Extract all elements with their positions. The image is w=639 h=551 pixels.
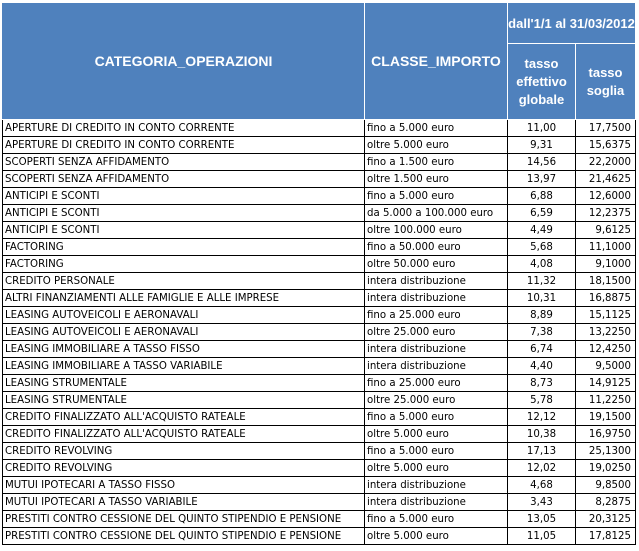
classe-importo-cell: oltre 5.000 euro	[365, 137, 508, 154]
tasso-soglia-cell: 12,2375	[576, 205, 636, 222]
table-row	[3, 171, 636, 188]
tasso-effettivo-cell: 11,00	[508, 120, 576, 137]
classe-importo-cell: oltre 50.000 euro	[365, 256, 508, 273]
categoria-cell: LEASING STRUMENTALE	[3, 392, 365, 409]
tasso-effettivo-cell: 12,12	[508, 409, 576, 426]
table-row	[3, 307, 636, 324]
tasso-soglia-cell: 15,1125	[576, 307, 636, 324]
tasso-effettivo-cell: 10,31	[508, 290, 576, 307]
tasso-effettivo-cell: 11,05	[508, 528, 576, 545]
categoria-cell: LEASING IMMOBILIARE A TASSO VARIABILE	[3, 358, 365, 375]
tasso-soglia-cell: 13,2250	[576, 324, 636, 341]
usury-rates-table	[2, 2, 636, 545]
tasso-effettivo-cell: 8,89	[508, 307, 576, 324]
table-row	[3, 494, 636, 511]
tasso-soglia-cell: 19,1500	[576, 409, 636, 426]
tasso-soglia-cell: 9,1000	[576, 256, 636, 273]
tasso-effettivo-cell: 8,73	[508, 375, 576, 392]
categoria-cell: ANTICIPI E SCONTI	[3, 222, 365, 239]
tasso-soglia-cell: 11,1000	[576, 239, 636, 256]
classe-importo-cell: intera distribuzione	[365, 273, 508, 290]
categoria-cell: FACTORING	[3, 256, 365, 273]
tasso-effettivo-cell: 12,02	[508, 460, 576, 477]
tasso-soglia-cell: 12,4250	[576, 341, 636, 358]
categoria-cell: CREDITO FINALIZZATO ALL'ACQUISTO RATEALE	[3, 409, 365, 426]
categoria-cell: APERTURE DI CREDITO IN CONTO CORRENTE	[3, 120, 365, 137]
categoria-cell: SCOPERTI SENZA AFFIDAMENTO	[3, 171, 365, 188]
categoria-cell: MUTUI IPOTECARI A TASSO VARIABILE	[3, 494, 365, 511]
categoria-cell: LEASING AUTOVEICOLI E AERONAVALI	[3, 324, 365, 341]
table-header	[3, 3, 636, 120]
header-classe-importo: CLASSE_IMPORTO	[365, 3, 508, 120]
classe-importo-cell: fino a 5.000 euro	[365, 511, 508, 528]
classe-importo-cell: fino a 5.000 euro	[365, 120, 508, 137]
tasso-effettivo-cell: 5,68	[508, 239, 576, 256]
tasso-soglia-cell: 17,8125	[576, 528, 636, 545]
tasso-effettivo-cell: 4,40	[508, 358, 576, 375]
categoria-cell: APERTURE DI CREDITO IN CONTO CORRENTE	[3, 137, 365, 154]
categoria-cell: CREDITO REVOLVING	[3, 460, 365, 477]
tasso-effettivo-cell: 4,49	[508, 222, 576, 239]
tasso-effettivo-cell: 6,88	[508, 188, 576, 205]
classe-importo-cell: fino a 25.000 euro	[365, 375, 508, 392]
header-categoria: CATEGORIA_OPERAZIONI	[3, 3, 365, 120]
tasso-soglia-cell: 16,9750	[576, 426, 636, 443]
tasso-effettivo-cell: 7,38	[508, 324, 576, 341]
categoria-cell: ANTICIPI E SCONTI	[3, 188, 365, 205]
categoria-cell: CREDITO FINALIZZATO ALL'ACQUISTO RATEALE	[3, 426, 365, 443]
table-row	[3, 426, 636, 443]
tasso-soglia-cell: 9,6125	[576, 222, 636, 239]
categoria-cell: FACTORING	[3, 239, 365, 256]
categoria-cell: ALTRI FINANZIAMENTI ALLE FAMIGLIE E ALLE IMPRESE	[3, 290, 365, 307]
categoria-cell: CREDITO PERSONALE	[3, 273, 365, 290]
table-row	[3, 256, 636, 273]
tasso-soglia-cell: 16,8875	[576, 290, 636, 307]
tasso-effettivo-cell: 13,97	[508, 171, 576, 188]
tasso-effettivo-cell: 3,43	[508, 494, 576, 511]
table-row	[3, 324, 636, 341]
table-row	[3, 273, 636, 290]
categoria-cell: LEASING AUTOVEICOLI E AERONAVALI	[3, 307, 365, 324]
table-row	[3, 443, 636, 460]
tasso-soglia-cell: 14,9125	[576, 375, 636, 392]
classe-importo-cell: oltre 5.000 euro	[365, 528, 508, 545]
tasso-effettivo-cell: 13,05	[508, 511, 576, 528]
table-row	[3, 511, 636, 528]
table-row	[3, 528, 636, 545]
tasso-soglia-cell: 9,5000	[576, 358, 636, 375]
classe-importo-cell: oltre 100.000 euro	[365, 222, 508, 239]
table-row	[3, 477, 636, 494]
categoria-cell: ANTICIPI E SCONTI	[3, 205, 365, 222]
table-row	[3, 188, 636, 205]
table-row	[3, 409, 636, 426]
rates-table-container	[2, 2, 636, 545]
tasso-effettivo-cell: 11,32	[508, 273, 576, 290]
tasso-soglia-cell: 12,6000	[576, 188, 636, 205]
categoria-cell: CREDITO REVOLVING	[3, 443, 365, 460]
classe-importo-cell: fino a 5.000 euro	[365, 188, 508, 205]
tasso-effettivo-cell: 6,74	[508, 341, 576, 358]
classe-importo-cell: oltre 25.000 euro	[365, 392, 508, 409]
tasso-soglia-cell: 19,0250	[576, 460, 636, 477]
table-row	[3, 154, 636, 171]
tasso-soglia-cell: 8,2875	[576, 494, 636, 511]
table-row	[3, 392, 636, 409]
classe-importo-cell: oltre 1.500 euro	[365, 171, 508, 188]
classe-importo-cell: oltre 5.000 euro	[365, 426, 508, 443]
tasso-soglia-cell: 22,2000	[576, 154, 636, 171]
table-row	[3, 460, 636, 477]
table-row	[3, 222, 636, 239]
table-row	[3, 290, 636, 307]
categoria-cell: LEASING IMMOBILIARE A TASSO FISSO	[3, 341, 365, 358]
classe-importo-cell: fino a 5.000 euro	[365, 443, 508, 460]
classe-importo-cell: oltre 25.000 euro	[365, 324, 508, 341]
classe-importo-cell: intera distribuzione	[365, 290, 508, 307]
tasso-effettivo-cell: 6,59	[508, 205, 576, 222]
tasso-effettivo-cell: 4,68	[508, 477, 576, 494]
table-row	[3, 137, 636, 154]
tasso-soglia-cell: 21,4625	[576, 171, 636, 188]
header-tasso-effettivo-globale: tasso effettivo globale	[508, 44, 576, 120]
classe-importo-cell: oltre 5.000 euro	[365, 460, 508, 477]
categoria-cell: SCOPERTI SENZA AFFIDAMENTO	[3, 154, 365, 171]
tasso-effettivo-cell: 10,38	[508, 426, 576, 443]
table-row	[3, 239, 636, 256]
tasso-soglia-cell: 15,6375	[576, 137, 636, 154]
tasso-soglia-cell: 20,3125	[576, 511, 636, 528]
header-row-top	[3, 3, 636, 44]
table-row	[3, 375, 636, 392]
classe-importo-cell: fino a 5.000 euro	[365, 409, 508, 426]
classe-importo-cell: fino a 1.500 euro	[365, 154, 508, 171]
tasso-effettivo-cell: 14,56	[508, 154, 576, 171]
classe-importo-cell: fino a 25.000 euro	[365, 307, 508, 324]
table-row	[3, 120, 636, 137]
categoria-cell: PRESTITI CONTRO CESSIONE DEL QUINTO STIPENDIO E PENSIONE	[3, 528, 365, 545]
table-body	[3, 120, 636, 545]
table-row	[3, 341, 636, 358]
tasso-effettivo-cell: 17,13	[508, 443, 576, 460]
categoria-cell: MUTUI IPOTECARI A TASSO FISSO	[3, 477, 365, 494]
classe-importo-cell: intera distribuzione	[365, 341, 508, 358]
classe-importo-cell: da 5.000 a 100.000 euro	[365, 205, 508, 222]
header-tasso-soglia: tasso soglia	[576, 44, 636, 120]
classe-importo-cell: intera distribuzione	[365, 358, 508, 375]
classe-importo-cell: intera distribuzione	[365, 477, 508, 494]
classe-importo-cell: fino a 50.000 euro	[365, 239, 508, 256]
tasso-effettivo-cell: 4,08	[508, 256, 576, 273]
header-period: dall'1/1 al 31/03/2012	[508, 3, 636, 44]
tasso-soglia-cell: 25,1300	[576, 443, 636, 460]
tasso-soglia-cell: 17,7500	[576, 120, 636, 137]
categoria-cell: LEASING STRUMENTALE	[3, 375, 365, 392]
categoria-cell: PRESTITI CONTRO CESSIONE DEL QUINTO STIPENDIO E PENSIONE	[3, 511, 365, 528]
tasso-effettivo-cell: 5,78	[508, 392, 576, 409]
tasso-soglia-cell: 11,2250	[576, 392, 636, 409]
table-row	[3, 205, 636, 222]
tasso-soglia-cell: 9,8500	[576, 477, 636, 494]
tasso-soglia-cell: 18,1500	[576, 273, 636, 290]
table-row	[3, 358, 636, 375]
classe-importo-cell: intera distribuzione	[365, 494, 508, 511]
tasso-effettivo-cell: 9,31	[508, 137, 576, 154]
